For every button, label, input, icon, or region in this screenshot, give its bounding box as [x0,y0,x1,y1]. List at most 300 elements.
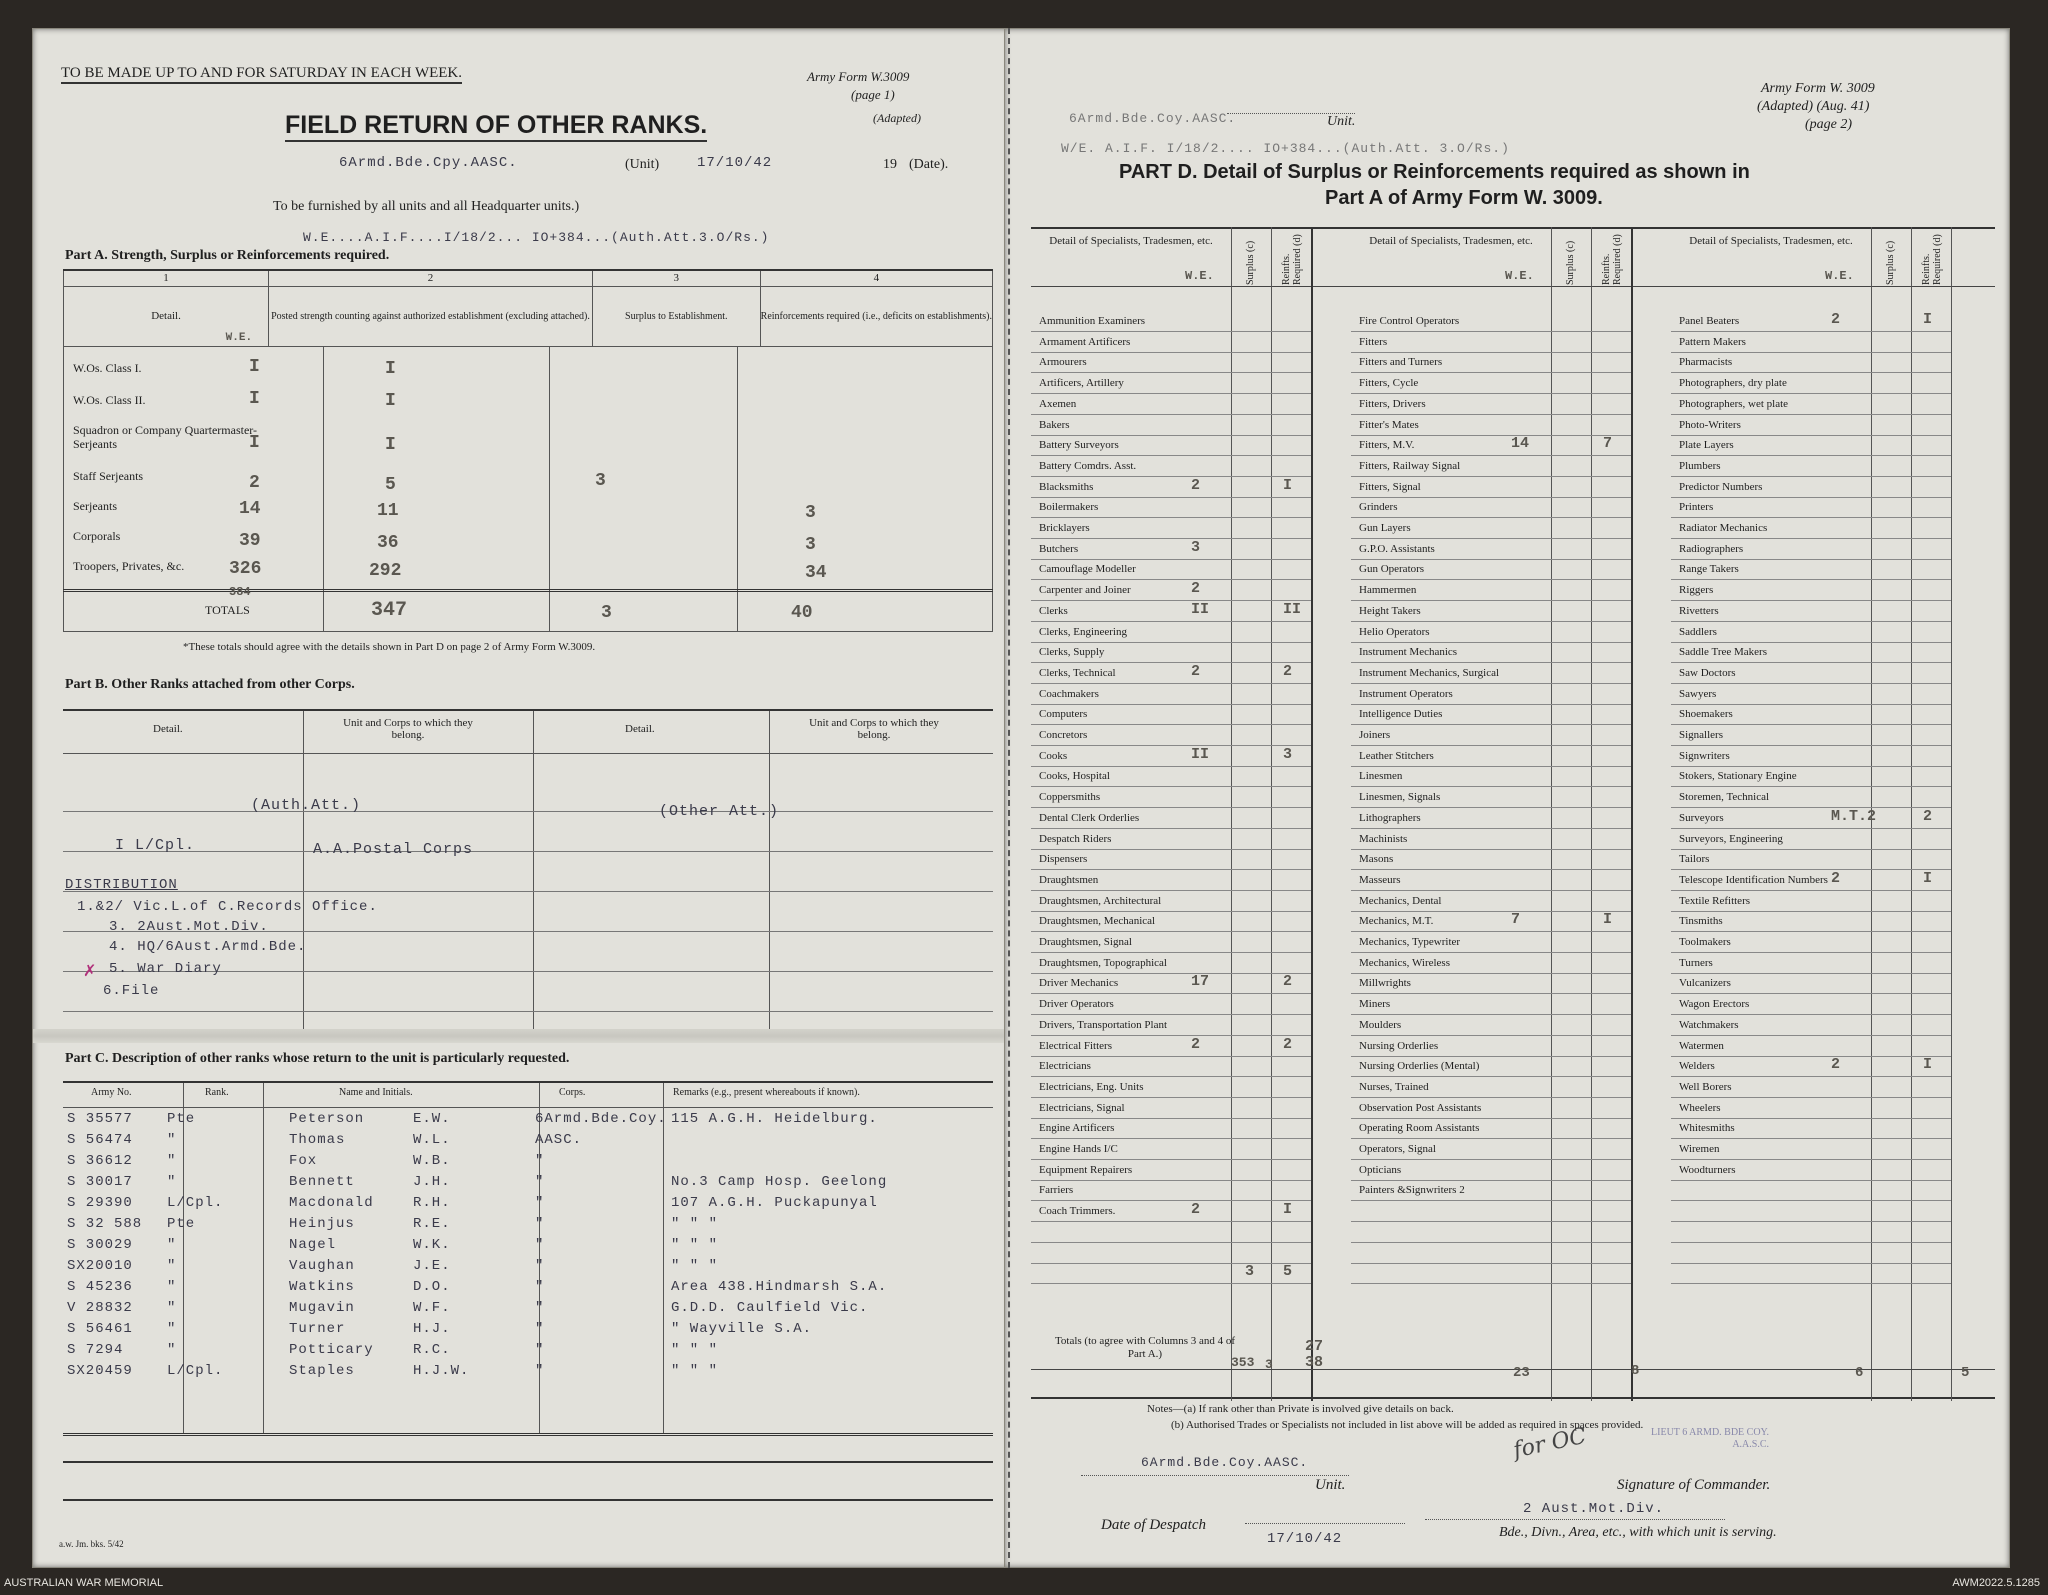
row-rule [1671,993,1951,994]
date-label: (Date). [909,157,949,172]
row-rule [1351,517,1631,518]
partC-cell-remarks: 115 A.G.H. Heidelburg. [671,1111,878,1127]
row-detail: Corporals [73,529,121,543]
row-rule [1351,683,1631,684]
unit-label: (Unit) [625,157,660,172]
trade-label: Panel Beaters [1679,315,1740,327]
totals-reinf: 40 [791,603,813,623]
center-fold [1008,28,1010,1568]
we-header: W.E. [1505,269,1534,283]
partC-cell-no: S 7294 [67,1342,124,1358]
partB-table [63,709,993,1029]
row-rule [1671,600,1951,601]
trade-label: Radiographers [1679,542,1744,555]
trade-label: Instrument Operators [1359,687,1453,700]
trade-reinf: 2 [1283,662,1293,680]
unit-label: Unit. [1227,113,1355,130]
trade-label: Driver Operators [1039,998,1114,1011]
trade-label: Textile Refitters [1679,894,1751,907]
trade-label: Helio Operators [1359,625,1430,638]
partD-title: PART D. Detail of Surplus or Reinforcements required as shown in [1119,161,1750,183]
distribution-title: DISTRIBUTION [65,877,178,893]
row-posted: 11 [377,501,399,521]
trade-label: Pharmacists [1679,356,1733,369]
partC-cell-no: S 45236 [67,1279,133,1295]
row-rule [1351,1056,1631,1057]
row-rule [1031,600,1311,601]
trade-label: Instrument Mechanics, Surgical [1359,666,1500,679]
trade-we: 2 [1191,662,1201,680]
partC-cell-name: Potticary [289,1342,374,1358]
partC-cell-rank: " [167,1342,177,1358]
row-rule [1351,1159,1631,1160]
trade-label: Signallers [1679,729,1723,741]
trade-reinf: I [1283,476,1293,494]
trade-label: Battery Surveyors [1039,439,1119,452]
row-posted: I [385,359,396,379]
row-rule [1031,393,1311,394]
partA-footnote: *These totals should agree with the details shown in Part D on page 2 of Army Form W.3009. [183,641,596,653]
row-rule [1031,1159,1311,1160]
trade-label: Height Takers [1359,604,1421,617]
trade-we: 2 [1191,1035,1201,1053]
row-detail: W.Os. Class II. [73,393,146,407]
partC-cell-name: Heinjus [289,1216,355,1232]
row-rule [1671,807,1951,808]
partC-cell-corps: " [535,1279,545,1295]
row-rule [1671,372,1951,373]
trade-label: Ammunition Examiners [1039,315,1146,327]
row-rule [1671,1180,1951,1181]
row-rule [1671,538,1951,539]
partC-cell-no: V 28832 [67,1300,133,1316]
trade-label: Photo-Writers [1679,418,1741,431]
trade-label: Battery Comdrs. Asst. [1039,459,1137,472]
column-divider [1271,227,1272,1401]
trade-label: Shoemakers [1679,708,1733,721]
row-rule [1351,1138,1631,1139]
trade-label: Nursing Orderlies (Mental) [1359,1060,1480,1073]
row-rule [1671,931,1951,932]
form-title: FIELD RETURN OF OTHER RANKS. [285,111,707,142]
trade-label: Concretors [1039,729,1088,741]
row-rule [1031,745,1311,746]
trade-label: Telescope Identification Numbers [1679,873,1828,886]
header-reinf: Reinfts. Required (d) [1281,234,1303,285]
trade-label: Mechanics, Typewriter [1359,936,1461,948]
row-rule [1671,497,1951,498]
row-rule [1671,973,1951,974]
row-rule [1351,973,1631,974]
column-divider [1631,227,1633,1401]
army-form-label: Army Form W. 3009 [1761,81,1875,96]
row-rule [1351,828,1631,829]
trade-label: Gun Layers [1359,522,1411,534]
trade-label: Draughtsmen, Signal [1039,936,1132,948]
row-rule [1351,952,1631,953]
partB-header-unit-2: Unit and Corps to which they belong. [809,717,939,741]
trade-label: Rivetters [1679,604,1719,617]
row-rule [1031,538,1311,539]
row-rule [1671,1283,1951,1284]
header-detail: Detail of Specialists, Tradesmen, etc. [1689,235,1853,247]
row-rule [1351,1242,1631,1243]
row-rule [1671,869,1951,870]
bde-value: 2 Aust.Mot.Div. [1523,1501,1665,1517]
trade-label: Plate Layers [1679,439,1734,452]
row-rule [1671,1159,1951,1160]
trade-label: Sawyers [1679,687,1717,700]
row-rule [1351,931,1631,932]
row-rule [1031,786,1311,787]
row-reinf: 3 [805,535,816,555]
trade-label: Woodturners [1679,1163,1736,1176]
row-rule [1031,517,1311,518]
row-rule [1031,1221,1311,1222]
trade-label: Coppersmiths [1039,791,1101,804]
header-surplus: Surplus (c) [1565,240,1576,285]
trade-label: Fitters and Turners [1359,356,1443,369]
row-rule [1031,621,1311,622]
totals-we-2: 23 [1513,1365,1530,1381]
partC-cell-name: Turner [289,1321,346,1337]
partC-cell-corps: " [535,1258,545,1274]
trade-reinf: I [1603,911,1613,929]
partC-cell-remarks: " " " [671,1342,719,1358]
trade-label: Dispensers [1039,853,1088,866]
row-rule [1671,455,1951,456]
partB-row-rule [63,851,993,852]
partC-cell-name: Peterson [289,1111,365,1127]
year-label: 19 [883,157,897,172]
partC-cell-rank: " [167,1258,177,1274]
partC-header-rule [63,1107,993,1108]
trade-label: Pattern Makers [1679,335,1746,348]
trade-label: Saw Doctors [1679,666,1736,679]
trade-label: Electricians, Signal [1039,1101,1125,1114]
row-rule [1671,476,1951,477]
trade-we: 2 [1831,1056,1841,1074]
row-rule [1351,455,1631,456]
partC-cell-name: Thomas [289,1132,346,1148]
partC-cell-remarks: No.3 Camp Hosp. Geelong [671,1174,888,1190]
header-reinf: Reinfts. Required (d) [1921,234,1943,285]
col-num-3: 3 [592,270,760,286]
army-form-label: Army Form W.3009 [807,69,910,84]
row-rule [1351,372,1631,373]
right-page [1004,28,2010,1568]
trade-label: Draughtsmen, Architectural [1039,894,1162,907]
totals-rule [63,589,993,592]
row-rule [1351,786,1631,787]
trade-label: Farriers [1039,1184,1074,1197]
row-reinf: 34 [805,563,827,583]
trade-label: Operators, Signal [1359,1143,1436,1155]
trade-label: Saddle Tree Makers [1679,646,1767,659]
row-rule [1351,911,1631,912]
row-rule [1351,1180,1631,1181]
header-surplus: Surplus to Establishment. [592,286,760,346]
trade-label: Opticians [1359,1163,1402,1176]
partC-cell-no: S 35577 [67,1111,133,1127]
col-num-1: 1 [64,270,269,286]
partC-rule [63,1461,993,1463]
top-note: TO BE MADE UP TO AND FOR SATURDAY IN EACH WEEK. [61,65,462,84]
row-rule [1671,786,1951,787]
trade-label: Clerks, Supply [1039,646,1105,659]
partC-cell-init: W.F. [413,1300,451,1316]
trade-label: Engine Artificers [1039,1122,1115,1135]
trade-label: Engine Hands I/C [1039,1143,1118,1155]
trade-reinf: I [1283,1201,1293,1219]
trade-label: Axemen [1039,397,1077,410]
partC-cell-rank: " [167,1279,177,1295]
partC-cell-init: H.J.W. [413,1363,470,1379]
trade-label: Fire Control Operators [1359,315,1460,327]
partC-cell-corps: " [535,1342,545,1358]
trade-label: Watermen [1679,1039,1724,1052]
trade-reinf: 3 [1283,745,1293,763]
trade-label: Operating Room Assistants [1359,1122,1480,1135]
partC-cell-remarks: " Wayville S.A. [671,1321,813,1337]
trade-label: Equipment Repairers [1039,1163,1133,1176]
row-rule [1351,579,1631,580]
trade-label: Fitters, Cycle [1359,377,1419,390]
row-rule [1671,1056,1951,1057]
trade-label: Carpenter and Joiner [1039,584,1131,597]
row-rule [1031,828,1311,829]
trade-label: Millwrights [1359,977,1411,990]
partC-cell-remarks: " " " [671,1258,719,1274]
we-header: W.E. [1185,269,1214,283]
trade-label: Mechanics, M.T. [1359,915,1434,928]
bde-label: Bde., Divn., Area, etc., with which unit is serving. [1499,1525,1777,1540]
trade-label: Printers [1679,501,1714,514]
row-rule [1031,1200,1311,1201]
row-rule [1031,683,1311,684]
partC-divider [263,1083,264,1433]
partC-cell-remarks: G.D.D. Caulfield Vic. [671,1300,869,1316]
row-rule [1031,1138,1311,1139]
row-rule [1351,745,1631,746]
column-divider [1551,227,1552,1401]
partC-cell-init: W.B. [413,1153,451,1169]
column-divider [1231,227,1232,1401]
partC-h-name: Name and Initials. [339,1087,413,1098]
trade-label: Wiremen [1679,1143,1720,1155]
row-rule [1671,766,1951,767]
partB-header-detail: Detail. [153,723,183,735]
partC-cell-no: S 30017 [67,1174,133,1190]
row-rule [1031,1097,1311,1098]
auth-att: (Auth.Att.) [251,797,362,814]
date-value: 17/10/42 [697,155,773,171]
row-rule [1031,642,1311,643]
partC-cell-no: S 36612 [67,1153,133,1169]
partB-divider-3 [769,711,770,1031]
partC-cell-corps: AASC. [535,1132,583,1148]
row-we: I [249,433,260,453]
header-detail-text: Detail. [151,310,181,322]
adapted-label: (Adapted) (Aug. 41) [1757,99,1870,114]
row-rule [1351,890,1631,891]
entry-detail: I L/Cpl. [115,837,196,854]
row-detail: Troopers, Privates, &c. [73,559,185,573]
row-rule [1351,1118,1631,1119]
row-rule [1351,559,1631,560]
trade-label: Plumbers [1679,459,1721,472]
row-rule [1031,352,1311,353]
partC-cell-init: R.C. [413,1342,451,1358]
partC-cell-remarks: " " " [671,1216,719,1232]
partC-bottom [63,1433,993,1436]
totals-surplus: 3 [1265,1357,1273,1372]
col-num-2: 2 [269,270,593,286]
trade-label: Blacksmiths [1039,480,1094,493]
trade-surplus: 3 [1245,1263,1255,1281]
partC-cell-no: SX20459 [67,1363,133,1379]
partC-cell-corps: " [535,1153,545,1169]
trade-label: Gun Operators [1359,563,1425,576]
header-reinf: Reinfts. Required (d) [1601,234,1623,285]
row-rule [1351,724,1631,725]
partC-cell-remarks: Area 438.Hindmarsh S.A. [671,1279,888,1295]
row-rule [1351,1035,1631,1036]
distribution-item: 6.File [103,983,160,999]
partC-cell-corps: " [535,1216,545,1232]
row-rule [1031,931,1311,932]
trade-label: Joiners [1359,729,1391,741]
row-rule [1031,807,1311,808]
we-line: W/E. A.I.F. I/18/2.... IO+384...(Auth.Att. 3.O/Rs.) [1061,141,1510,156]
trade-label: Range Takers [1679,563,1739,576]
totals-label: TOTALS [205,603,250,617]
trade-we: II [1191,745,1210,763]
trade-label: Lithographers [1359,811,1421,824]
partB-row-rule [63,891,993,892]
trade-label: Moulders [1359,1018,1402,1031]
row-rule [1671,1200,1951,1201]
row-rule [1351,1097,1631,1098]
trade-label: Painters &Signwriters 2 [1359,1184,1465,1197]
trade-label: Storemen, Technical [1679,791,1770,804]
row-rule [1031,1118,1311,1119]
partB-divider-2 [533,711,534,1031]
unit-value: 6Armd.Bde.Coy.AASC. [1069,111,1237,126]
trade-reinf: 7 [1603,435,1613,453]
row-rule [1351,1221,1631,1222]
trade-label: Drivers, Transportation Plant [1039,1018,1168,1031]
trade-label: Radiator Mechanics [1679,522,1768,534]
trade-label: Whitesmiths [1679,1122,1735,1135]
trade-label: Stokers, Stationary Engine [1679,770,1797,783]
row-rule [1671,952,1951,953]
row-rule [1671,1014,1951,1015]
partA-heading: Part A. Strength, Surplus or Reinforcements required. [65,248,390,263]
totals-posted: 347 [371,599,408,622]
trade-label: Electrical Fitters [1039,1039,1112,1052]
header-detail [64,286,269,346]
column-divider [1951,227,1952,1401]
row-rule [1351,704,1631,705]
trade-label: Driver Mechanics [1039,977,1119,990]
rank-stamp: LIEUT 6 ARMD. BDE COY. A.A.S.C. [1651,1427,1769,1450]
partC-cell-name: Fox [289,1153,318,1169]
trade-we: 17 [1191,973,1210,991]
unit-value: 6Armd.Bde.Cpy.AASC. [339,155,518,171]
trade-label: Masons [1359,853,1394,866]
partC-cell-remarks: 107 A.G.H. Puckapunyal [671,1195,878,1211]
partC-cell-no: S 32 588 [67,1216,143,1232]
partC-cell-init: W.L. [413,1132,451,1148]
row-we: 2 [249,473,260,493]
partC-cell-init: R.H. [413,1195,451,1211]
row-rule [1031,435,1311,436]
trade-label: Dental Clerk Orderlies [1039,811,1140,824]
row-rule [1351,849,1631,850]
partC-cell-name: Bennett [289,1174,355,1190]
trade-we: 14 [1511,435,1530,453]
row-rule [1671,724,1951,725]
trade-label: Boilermakers [1039,501,1099,514]
partA-bottom [63,631,993,632]
row-rule [1671,1118,1951,1119]
row-rule [1031,1035,1311,1036]
trade-label: Mechanics, Dental [1359,894,1442,907]
row-detail: W.Os. Class I. [73,361,142,375]
header-detail: Detail of Specialists, Tradesmen, etc. [1369,235,1533,247]
row-rule [1671,517,1951,518]
we-line: W.E....A.I.F....I/18/2... IO+384...(Auth.Att.3.O/Rs.) [303,230,770,245]
trade-label: Fitter's Mates [1359,418,1419,431]
left-page [32,28,1010,1568]
trade-label: Clerks, Engineering [1039,625,1127,638]
row-rule [1031,1014,1311,1015]
row-rule [1671,1242,1951,1243]
trade-label: Armourers [1039,356,1087,369]
trade-label: Draughtsmen, Mechanical [1039,915,1156,928]
trade-label: Grinders [1359,501,1398,514]
column-divider [1311,227,1313,1401]
furnished-note: To be furnished by all units and all Headquarter units.) [273,199,580,214]
bde-line [1425,1519,1725,1520]
trade-label: Masseurs [1359,873,1401,886]
partC-divider [183,1083,184,1433]
row-rule [1031,973,1311,974]
trade-label: Tinsmiths [1679,915,1723,928]
row-rule [1671,828,1951,829]
partC-cell-rank: " [167,1300,177,1316]
row-detail: Serjeants [73,499,117,513]
trade-label: Bricklayers [1039,522,1090,534]
distribution-item: 1.&2/ Vic.L.of C.Records Office. [77,899,378,915]
trade-we: II [1191,600,1210,618]
row-rule [1671,621,1951,622]
partC-cell-corps: " [535,1174,545,1190]
row-rule [1031,476,1311,477]
row-we: 326 [229,559,262,579]
row-rule [1351,1014,1631,1015]
partB-heading: Part B. Other Ranks attached from other Corps. [65,677,355,692]
partC-cell-init: J.E. [413,1258,451,1274]
trade-label: Fitters [1359,335,1388,348]
row-rule [1031,372,1311,373]
partB-header-rule [63,753,993,754]
despatch-line [1245,1523,1405,1524]
despatch-label: Date of Despatch [1101,1517,1206,1533]
row-rule [1671,642,1951,643]
partC-cell-init: E.W. [413,1111,451,1127]
